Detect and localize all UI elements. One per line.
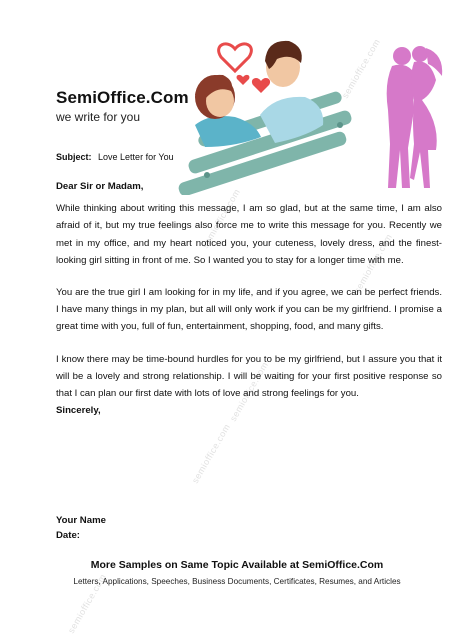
footer-title: More Samples on Same Topic Available at SemiOffice.Com	[90, 559, 384, 571]
letter-paragraph: You are the true girl I am looking for in my life, and if you agree, we can be perfect friends. I have many things in my plan, but all will only work if you can be my girlfriend. I promise a great time with you, full of fun, entertainment, shopping, food, and many gifts.	[56, 287, 442, 333]
subject-line	[56, 152, 174, 162]
letter-paragraph: I know there may be time-bound hurdles for you to be my girlfriend, but I assure you that it will be a lovely and strong relationship. I will be waiting for your first positive response so that I can plan our first date with lots of love and strong feelings for you.	[56, 353, 442, 400]
date-field: Date:	[56, 530, 80, 541]
paragraph-gap	[56, 269, 442, 284]
watermark: semioffice.com	[66, 572, 109, 635]
closing: Sincerely,	[56, 405, 101, 417]
salutation: Dear Sir or Madam,	[56, 181, 144, 192]
heart-icon	[219, 44, 252, 71]
footer-subtitle: Letters, Applications, Speeches, Business Documents, Certificates, Resumes, and Articles	[73, 577, 401, 586]
heart-icon	[237, 75, 250, 85]
watermark: semioffice.com	[352, 232, 395, 295]
letter-body	[56, 178, 442, 419]
paragraph-gap	[56, 336, 442, 351]
subject-label: Subject:	[56, 152, 92, 162]
watermark: semioffice.com	[340, 37, 383, 100]
brand-logo-text: SemiOffice.Com	[56, 88, 189, 107]
kissing-couple-silhouette	[370, 40, 450, 190]
brand-block	[56, 88, 189, 124]
watermark: semioffice.com	[190, 422, 233, 485]
couple-on-bench-illustration	[165, 25, 365, 195]
letter-paragraph: While thinking about writing this message, I am so glad, but at the same time, I am also afraid of it, but my true feelings also force me to write this message for you. Recently we met in my office, and my heart noticed you, your cuteness, lovely dress, and the finest-looking girl sitting in front of me. So I wanted you to stay for a longer time with me.	[56, 203, 442, 266]
subject-value: Love Letter for You	[98, 152, 174, 162]
your-name-field: Your Name	[56, 515, 106, 526]
watermark: semioffice.com	[200, 187, 243, 250]
brand-tagline: we write for you	[56, 110, 141, 124]
watermark: semioffice.com	[228, 360, 271, 423]
signature-block	[56, 513, 106, 543]
heart-icon	[252, 78, 270, 93]
